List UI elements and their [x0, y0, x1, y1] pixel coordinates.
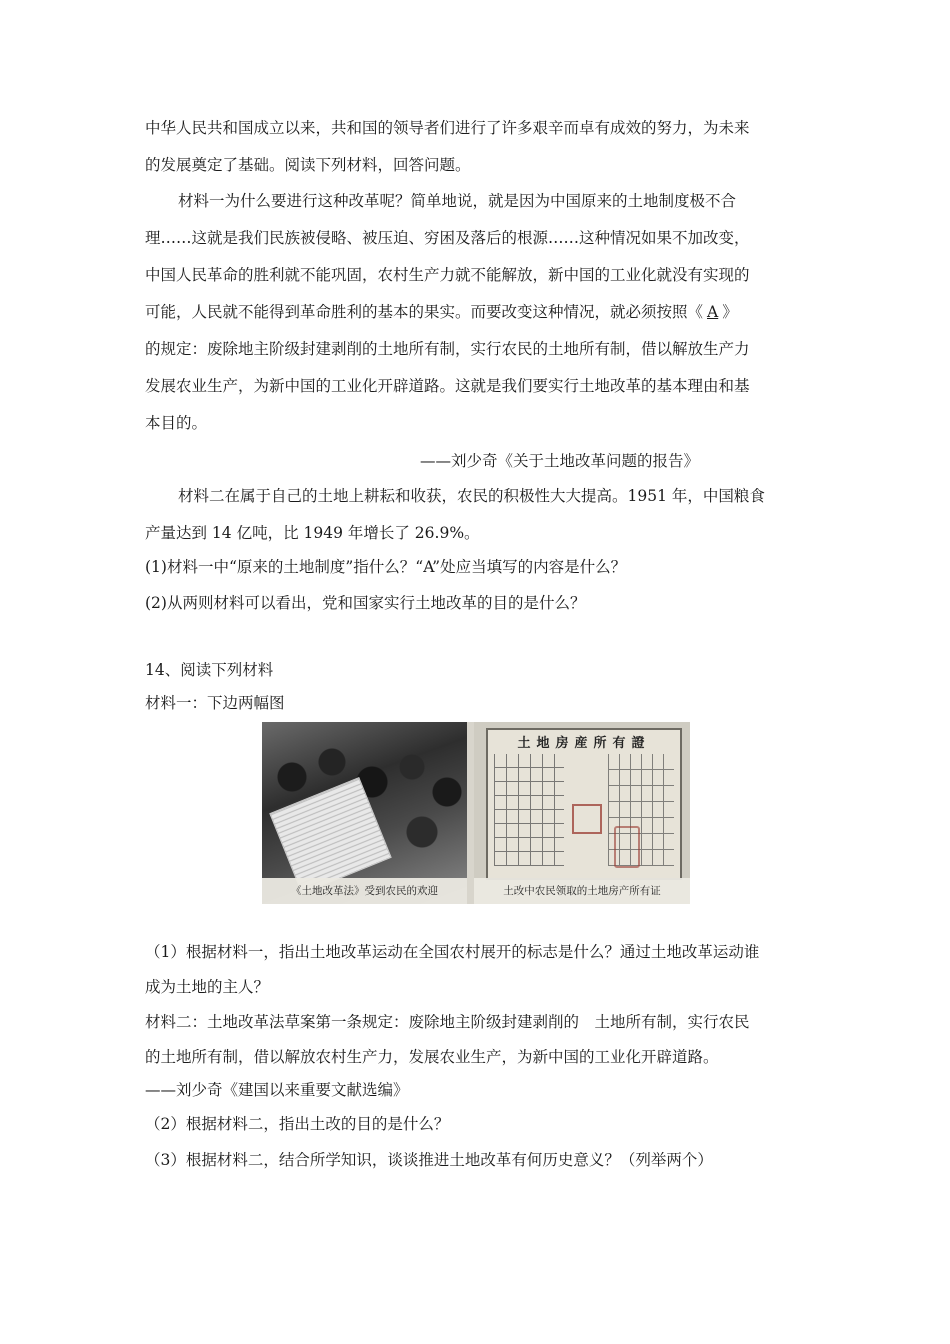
material1-line-4-text: 可能，人民就不能得到革命胜利的基本的果实。而要改变这种情况，就必须按照《: [145, 303, 704, 321]
material1-line-4: [145, 301, 810, 323]
q14-material1-label: 材料一：下边两幅图: [145, 694, 285, 712]
fill-blank-a: A: [707, 303, 719, 321]
certificate-document: [486, 728, 682, 880]
material1-line-7: 本目的。: [145, 414, 208, 432]
certificate-caption: 土改中农民领取的土地房产所有证: [474, 878, 690, 904]
material1-line-6: 发展农业生产，为新中国的工业化开辟道路。这就是我们要实行土地改革的基本理由和基: [145, 377, 750, 395]
intro-line-1: 中华人民共和国成立以来，共和国的领导者们进行了许多艰辛而卓有成效的努力，为未来: [145, 119, 750, 137]
q14-material2-line-2: 的土地所有制，借以解放农村生产力，发展农业生产，为新中国的工业化开辟道路。: [145, 1048, 719, 1066]
certificate-table-left: [494, 754, 564, 866]
photo-caption: 《土地改革法》受到农民的欢迎: [262, 878, 467, 904]
q14-question-1-line-1: （1）根据材料一，指出土地改革运动在全国农村展开的标志是什么？通过土地改革运动谁: [145, 943, 760, 961]
q14-material2-line-1: 材料二：土地改革法草案第一条规定：废除地主阶级封建剥削的 土地所有制，实行农民: [145, 1013, 750, 1031]
q14-question-3: （3）根据材料二，结合所学知识，谈谈推进土地改革有何历史意义？（列举两个）: [145, 1151, 713, 1169]
q14-heading: 14、阅读下列材料: [145, 661, 274, 679]
material1-line-2: 理……这就是我们民族被侵略、被压迫、穷困及落后的根源……这种情况如果不加改变，: [145, 229, 750, 247]
material1-line-5: 的规定：废除地主阶级封建剥削的土地所有制，实行农民的土地所有制，借以解放生产力: [145, 340, 750, 358]
q14-question-1-line-2: 成为土地的主人？: [145, 978, 270, 996]
land-certificate-photo: [474, 722, 690, 904]
q13-question-1: (1)材料一中“原来的土地制度”指什么？“A”处应当填写的内容是什么？: [145, 558, 627, 576]
q13-question-2: (2)从两则材料可以看出，党和国家实行土地改革的目的是什么？: [145, 594, 586, 612]
material1-line-3: 中国人民革命的胜利就不能巩固，农村生产力就不能解放，新中国的工业化就没有实现的: [145, 266, 750, 284]
seal-stamp-icon: [614, 826, 640, 868]
certificate-title: 土地房産所有證: [517, 736, 651, 751]
q14-question-2: （2）根据材料二，指出土改的目的是什么？: [145, 1115, 450, 1133]
material2-line-1: 材料二在属于自己的土地上耕耘和收获，农民的积极性大大提高。1951 年，中国粮食: [178, 487, 765, 505]
material1-line-4-close: 》: [722, 303, 738, 321]
seal-stamp-icon: [572, 804, 602, 834]
material1-line-1: 材料一为什么要进行这种改革呢？简单地说，就是因为中国原来的土地制度极不合: [178, 192, 737, 210]
intro-line-2: 的发展奠定了基础。阅读下列材料，回答问题。: [145, 156, 471, 174]
land-reform-figure: [262, 722, 690, 904]
material2-line-2: 产量达到 14 亿吨，比 1949 年增长了 26.9%。: [145, 524, 480, 542]
material1-attribution: ——刘少奇《关于土地改革问题的报告》: [420, 452, 700, 470]
q14-material2-attribution: ——刘少奇《建国以来重要文献选编》: [145, 1081, 409, 1099]
crowd-photo: [262, 722, 467, 904]
